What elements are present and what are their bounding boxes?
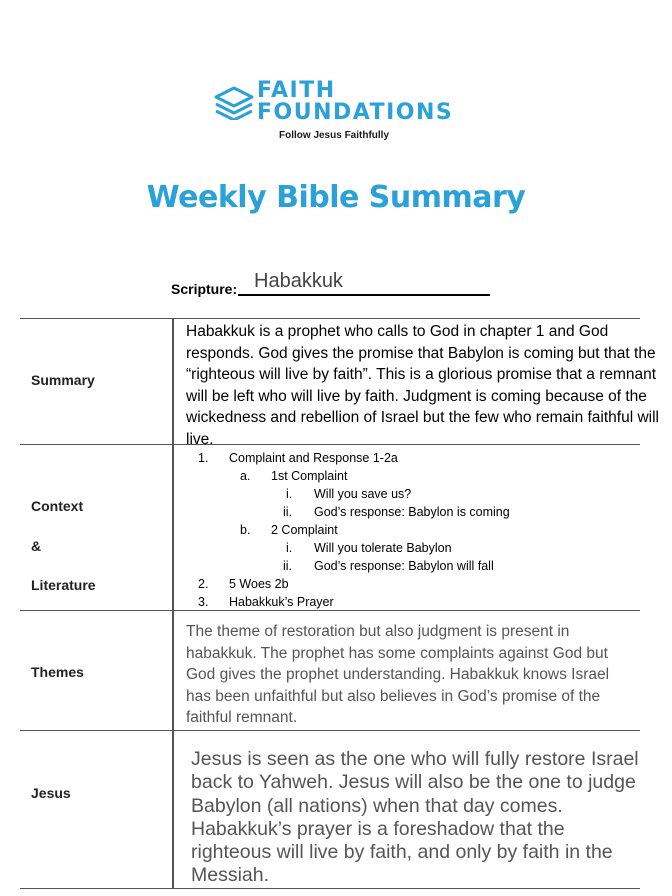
summary-label: Summary (31, 372, 95, 388)
table-divider-3 (20, 730, 640, 731)
list-item: 5 Woes 2b (229, 577, 289, 591)
list-item-number: 2. (198, 577, 209, 591)
list-item: Habakkuk’s Prayer (229, 595, 334, 609)
scripture-label: Scripture: (171, 281, 238, 297)
list-item: God’s response: Babylon will fall (314, 559, 494, 573)
context-label: Context (31, 498, 84, 514)
scripture-underline (238, 294, 490, 296)
stacked-books-icon (213, 84, 255, 120)
themes-text: The theme of restoration but also judgment is present in habakkuk. The prophet has some complaints against God but God gives the prophet understanding. Habakkuk knows Israel has been unfaithful but also believes in God’s promise of the faithful remnant. (186, 623, 610, 727)
list-item: 1st Complaint (271, 469, 348, 483)
context-ampersand: & (31, 538, 42, 554)
brand-name-line2: FOUNDATIONS (257, 100, 454, 125)
brand-name-line1: FAITH (257, 78, 336, 103)
themes-label: Themes (31, 664, 84, 680)
list-item-number: 1. (198, 451, 209, 465)
page-title: Weekly Bible Summary (146, 180, 526, 215)
brand-logo (213, 80, 453, 146)
list-item: Will you tolerate Babylon (314, 541, 452, 555)
list-item-number: ii. (283, 505, 293, 519)
list-item-number: b. (240, 523, 251, 537)
list-item: God’s response: Babylon is coming (314, 505, 510, 519)
list-item-number: a. (240, 469, 251, 483)
table-divider-top (20, 318, 640, 319)
list-item: Complaint and Response 1-2a (229, 451, 398, 465)
list-item: 2 Complaint (271, 523, 338, 537)
table-column-divider (172, 318, 174, 888)
brand-tagline: Follow Jesus Faithfully (279, 130, 390, 141)
scripture-value: Habakkuk (254, 270, 343, 292)
list-item: Will you save us? (314, 487, 412, 501)
table-divider-bottom (20, 888, 640, 889)
jesus-text: Jesus is seen as the one who will fully restore Israel back to Yahweh. Jesus will also be the one to judge Babylon (all nations) when that day comes. Habakkuk’s prayer is a foreshadow that the righteous will live by faith, and only by faith in the Messiah. (191, 748, 639, 887)
jesus-label: Jesus (31, 785, 71, 801)
list-item-number: 3. (198, 595, 209, 609)
table-divider-2 (20, 610, 640, 611)
list-item-number: i. (286, 541, 293, 555)
list-item-number: ii. (283, 559, 293, 573)
list-item-number: i. (286, 487, 293, 501)
literature-label: Literature (31, 577, 96, 593)
summary-text: Habakkuk is a prophet who calls to God in chapter 1 and God responds. God gives the promise that Babylon is coming but that the “righteous will live by faith”. This is a glorious promise that a remnant will be left who will live by faith. Judgment is coming because of the wickedness and rebellion of Israel but the few who remain faithful will live. (186, 323, 659, 448)
